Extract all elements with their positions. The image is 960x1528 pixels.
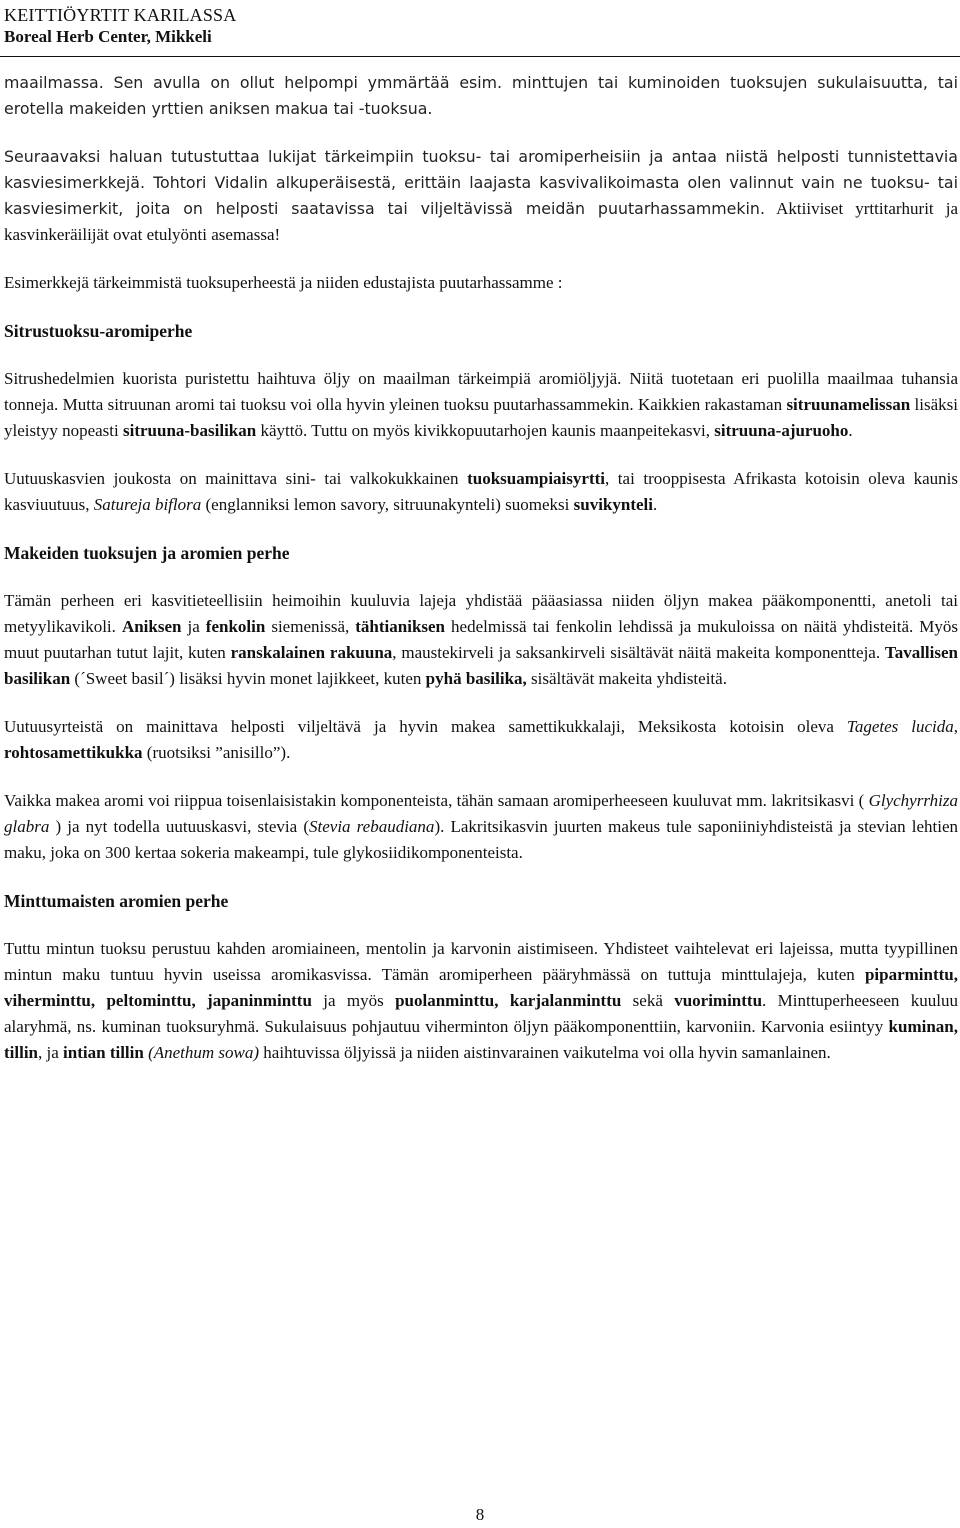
citrus-paragraph-1: Sitrushedelmien kuorista puristettu haihtuva öljy on maailman tärkeimpiä aromiöljyjä. Niitä tuotetaan eri puolilla maailmaa tuhansia tonneja. Mutta sitruunan aromi tai tuoksu voi olla hyvin yleinen tuoksu puutarhassammekin. Kaikkien rakastaman sitruunamelissan lisäksi yleistyy nopeasti sitruuna-basilikan käyttö. Tuttu on myös kivikkopuutarhojen kaunis maanpeitekasvi, sitruuna-ajuruoho. [4, 369, 958, 440]
intro-paragraph-2: Seuraavaksi haluan tutustuttaa lukijat tärkeimpiin tuoksu- tai aromiperheisiin ja antaa niistä helposti tunnistettavia kasviesimerkkejä. Tohtori Vidalin alkuperäisestä, erittäin laajasta kasvivalikoimasta olen valinnut vain ne tuoksu- tai kasviesimerkit, joita on helposti saatavissa tai viljeltävissä meidän puutarhassammekin. Aktiiviset yrttitarhurit ja kasvinkeräilijät ovat etulyönti asemassa! [4, 147, 958, 244]
document-header [4, 4, 236, 48]
page-number: 8 [475, 1505, 485, 1524]
document-body [4, 70, 958, 1066]
sweet-paragraph-2: Uutuusyrteistä on mainittava helposti viljeltävä ja hyvin makea samettikukkalaji, Meksikosta kotoisin oleva Tagetes lucida, rohtosamettikukka (ruotsiksi ”anisillo”). [4, 717, 958, 762]
citrus-paragraph-2: Uutuuskasvien joukosta on mainittava sini- tai valkokukkainen tuoksuampiaisyrtti, tai trooppisesta Afrikasta kotoisin oleva kaunis kasviuutuus, Satureja biflora (englanniksi lemon savory, sitruunakynteli) suomeksi suvikynteli. [4, 469, 959, 514]
intro-paragraph-1: maailmassa. Sen avulla on ollut helpompi ymmärtää esim. minttujen tai kuminoiden tuoksujen sukulaisuutta, tai erotella makeiden yrttien aniksen makua tai -tuoksua. [4, 73, 958, 118]
section-heading-mint: Minttumaisten aromien perhe [4, 891, 229, 911]
section-heading-citrus: Sitrustuoksu-aromiperhe [4, 321, 193, 341]
sweet-paragraph-1: Tämän perheen eri kasvitieteellisiin heimoihin kuuluvia lajeja yhdistää pääasiassa niiden öljyn makea pääkomponentti, anetoli tai metyylikavikoli. Aniksen ja fenkolin siemenissä, tähtianiksen hedelmissä tai fenkolin lehdissä ja mukuloissa on näitä yhdisteitä. Myös muut puutarhan tutut lajit, kuten ranskalainen rakuuna, maustekirveli ja saksankirveli sisältävät näitä makeita komponentteja. Tavallisen basilikan (´Sweet basil´) lisäksi hyvin monet lajikkeet, kuten pyhä basilika, sisältävät makeita yhdisteitä. [4, 591, 958, 688]
sweet-paragraph-3: Vaikka makea aromi voi riippua toisenlaisistakin komponenteista, tähän samaan aromiperheeseen kuuluvat mm. lakritsikasvi ( Glychyrrhiza glabra ) ja nyt todella uutuuskasvi, stevia (Stevia rebaudiana). Lakritsikasvin juurten makeus tule saponiiniyhdisteistä ja stevian lehtien maku, joka on 300 kertaa sokeria makeampi, tule glykosiidikomponenteista. [4, 791, 958, 862]
mint-paragraph-1: Tuttu mintun tuoksu perustuu kahden aromiaineen, mentolin ja karvonin aistimiseen. Yhdisteet vaihtelevat eri lajeissa, mutta tyypillinen mintun maku tuntuu hyvin useissa aromikasvissa. Tämän aromiperheen pääryhmässä on tuttuja minttulajeja, kuten piparminttu, viherminttu, peltominttu, japaninminttu ja myös puolanminttu, karjalanminttu sekä vuoriminttu. Minttuperheeseen kuuluu alaryhmä, ns. kuminan tuoksuryhmä. Sukulaisuus pohjautuu viherminton öljyn pääkomponenttiin, karvoniin. Karvonia esiintyy kuminan, tillin, ja intian tillin (Anethum sowa) haihtuvissa öljyissä ja niiden aistinvarainen vaikutelma voi olla hyvin samanlainen. [4, 939, 958, 1062]
header-subtitle: Boreal Herb Center, Mikkeli [4, 27, 212, 46]
section-heading-sweet: Makeiden tuoksujen ja aromien perhe [4, 543, 290, 563]
intro-paragraph-3: Esimerkkejä tärkeimmistä tuoksuperheestä ja niiden edustajista puutarhassamme : [4, 273, 563, 292]
header-rule [0, 56, 960, 57]
header-title: KEITTIÖYRTIT KARILASSA [4, 5, 237, 25]
